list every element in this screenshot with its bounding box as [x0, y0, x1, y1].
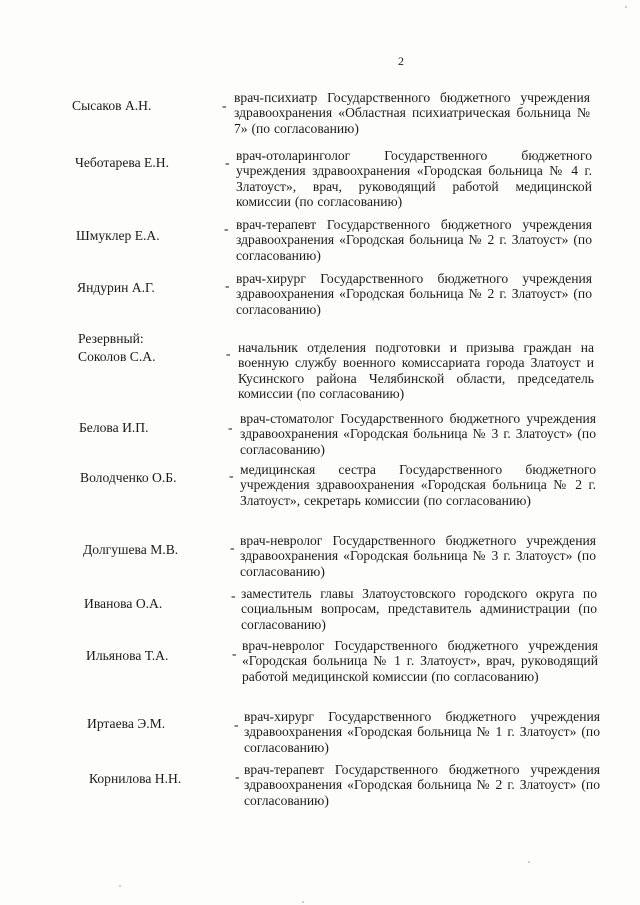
dash-separator: -: [222, 98, 227, 113]
dash-separator: -: [224, 221, 229, 236]
member-name: Иванова О.А.: [84, 596, 163, 611]
scan-speck: [528, 861, 530, 863]
member-name: Соколов С.А.: [78, 349, 156, 364]
member-position: медицинская сестра Государственного бюджетного учреждения здравоохранения «Городская больница № 2 г. Златоуст», секретарь комиссии (по согласованию): [240, 462, 596, 508]
member-name: Шмуклер Е.А.: [76, 228, 160, 243]
member-position: врач-невролог Государственного бюджетного учреждения здравоохранения «Городская больница № 3 г. Златоуст» (по согласованию): [240, 533, 596, 579]
dash-separator: -: [226, 346, 231, 361]
scan-speck: [119, 885, 121, 887]
member-position: врач-отоларинголог Государственного бюджетного учреждения здравоохранения «Городская больница № 4 г. Златоуст», врач, руководящий работой медицинской комиссии (по согласованию): [236, 148, 592, 210]
member-position: врач-хирург Государственного бюджетного учреждения здравоохранения «Городская больница № 1 г. Златоуст» (по согласованию): [244, 709, 600, 755]
member-position: врач-психиатр Государственного бюджетного учреждения здравоохранения «Областная психиатрическая больница № 7» (по согласованию): [234, 90, 590, 136]
dash-separator: -: [228, 420, 233, 435]
member-name: Яндурин А.Г.: [77, 280, 155, 295]
dash-separator: -: [235, 769, 240, 784]
dash-separator: -: [229, 468, 234, 483]
member-position: врач-терапевт Государственного бюджетного учреждения здравоохранения «Городская больница № 2 г. Златоуст» (по согласованию): [244, 762, 600, 808]
member-name: Володченко О.Б.: [80, 470, 177, 485]
page-number: 2: [398, 54, 404, 68]
scan-speck: [302, 901, 304, 903]
member-name: Корнилова Н.Н.: [89, 771, 182, 786]
dash-separator: -: [225, 278, 230, 293]
member-name: Сысаков А.Н.: [72, 98, 152, 113]
reserve-label: Резервный:: [78, 331, 144, 346]
member-position: заместитель главы Златоустовского городского округа по социальным вопросам, представитель администрации (по согласованию): [241, 586, 597, 632]
dash-separator: -: [231, 588, 236, 603]
member-position: врач-терапевт Государственного бюджетного учреждения здравоохранения «Городская больница № 2 г. Златоуст» (по согласованию): [236, 217, 592, 263]
dash-separator: -: [230, 540, 235, 555]
member-position: врач-хирург Государственного бюджетного учреждения здравоохранения «Городская больница № 2 г. Златоуст» (по согласованию): [236, 271, 592, 317]
member-position: врач-стоматолог Государственного бюджетного учреждения здравоохранения «Городская больница № 3 г. Златоуст» (по согласованию): [240, 411, 596, 457]
member-position: врач-невролог Государственного бюджетного учреждения «Городская больница № 1 г. Златоуст», врач, руководящий работой медицинской комиссии (по согласованию): [242, 638, 598, 684]
member-name: Чеботарева Е.Н.: [75, 155, 169, 170]
member-name: Ильянова Т.А.: [86, 648, 169, 663]
member-name: Белова И.П.: [79, 420, 149, 435]
dash-separator: -: [232, 646, 237, 661]
member-name: Иртаева Э.М.: [87, 716, 166, 731]
dash-separator: -: [225, 155, 230, 170]
scan-speck: [625, 6, 627, 8]
dash-separator: -: [234, 717, 239, 732]
member-position: начальник отделения подготовки и призыва граждан на военную службу военного комиссариата города Златоуст и Кусинского района Челябинской области, председатель комиссии (по согласованию): [238, 340, 594, 402]
member-name: Долгушева М.В.: [83, 542, 179, 557]
